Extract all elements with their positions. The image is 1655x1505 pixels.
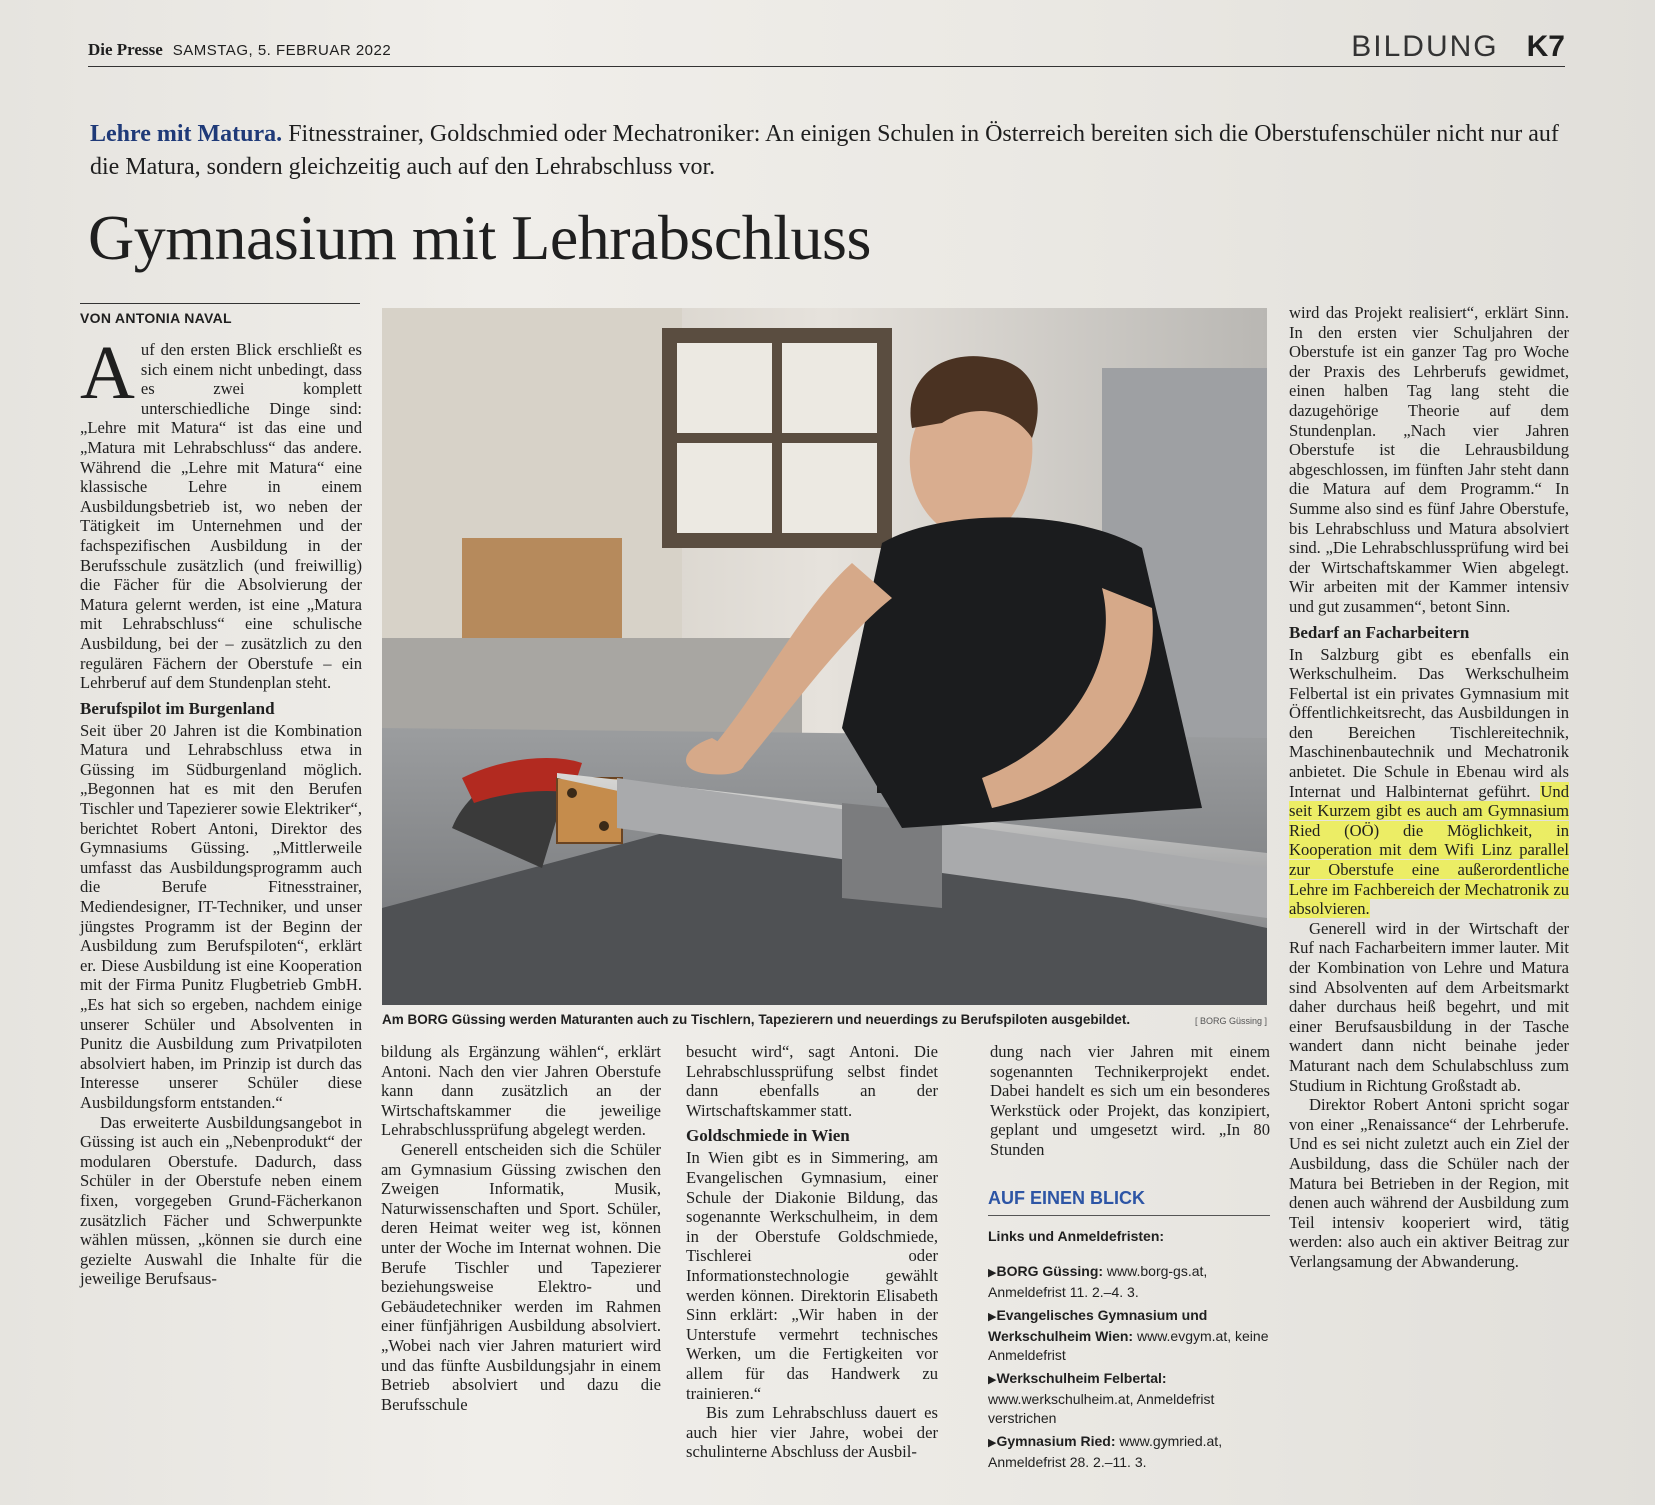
- info-box-item: ▶BORG Güssing: www.borg-gs.at, Anmeldefrist 11. 2.–4. 3.: [988, 1263, 1208, 1300]
- info-box-item: ▶Evangelisches Gymnasium und Werkschulheim Wien: www.evgym.at, keine Anmeldefrist: [988, 1307, 1269, 1363]
- paragraph: Generell entscheiden sich die Schüler am Gymnasium Güssing zwischen den Zweigen Informatik, Musik, Naturwissenschaften und Sport. Schüler, deren Heimat weiter weg ist, können unter der Woche im Internat wohnen. Die Berufe Tischler und Tapezierer beziehungsweise Elektro- und Gebäudetechniker werden im Rahmen einer fünfjährigen Ausbildung absolviert. „Wobei nach vier Jahren maturiert wird und das fünfte Ausbildungsjahr in einem Betrieb absolviert und dazu die Berufsschule: [381, 1139, 661, 1414]
- subheading: Bedarf an Facharbeitern: [1289, 622, 1470, 642]
- paragraph: In Salzburg gibt es ebenfalls ein Werkschulheim. Das Werkschulheim Felbertal ist ein privates Gymnasium mit Öffentlichkeitsrecht, das Ausbildungen in den Bereichen Tischlereitechnik, Maschinenbautechnik und Mechatronik anbietet. Die Schule in Ebenau wird als Internat und Halbinternat geführt.: [1289, 644, 1569, 801]
- intro-paragraph: uf den ersten Blick erschließt es sich einem nicht unbedingt, dass es zwei komplett unterschiedliche Dinge sind: „Lehre mit Matura“ ist das eine und „Matura mit Lehrabschluss“ das andere. Während die „Lehre mit Matura“ eine klassische Lehre in einem Ausbildungsbetrieb ist, wo neben der Tätigkeit im Unternehmen und der fachspezifischen Ausbildung in der Berufsschule zusätzlich (und freiwillig) die Fächer für die Absolvierung der Matura gelernt werden, ist eine „Matura mit Lehrabschluss“ eine schulische Ausbildung, bei der – zusätzlich zu den regulären Fächern der Oberstufe – ein Lehrberuf auf dem Stundenplan steht.: [80, 340, 362, 693]
- subheading: Berufspilot im Burgenland: [80, 698, 275, 718]
- masthead: [88, 28, 1565, 67]
- paragraph: wird das Projekt realisiert“, erklärt Sinn. In den ersten vier Schuljahren der Oberstufe ist ein ganzer Tag pro Woche der Praxis des Lehrberufs gewidmet, einen halben Tag lang steht die dazugehörige Theorie auf dem Stundenplan. „Nach vier Jahren Oberstufe ist die Lehrausbildung abgeschlossen, im fünften Jahr steht dann die Matura auf dem Programm.“ In Summe also sind es fünf Jahre Oberstufe, bis Lehrabschluss und Matura absolviert sind. „Die Lehrabschlussprüfung wird bei der Wirtschaftskammer Wien abgelegt. Wir arbeiten mit der Kammer intensiv und gut zusammen“, betont Sinn.: [1289, 303, 1569, 616]
- photo-credit: [ BORG Güssing ]: [1194, 1016, 1267, 1026]
- highlighted-text: Und seit Kurzem gibt es auch am Gymnasium Ried (OÖ) die Möglichkeit, in Kooperation mit dem Wifi Linz parallel zur Oberstufe eine außerordentliche Lehre im Fachbereich der Mechatronik zu absolvieren.: [1289, 781, 1569, 919]
- section-name: BILDUNG: [1351, 30, 1499, 63]
- paragraph: bildung als Ergänzung wählen“, erklärt Antoni. Nach den vier Jahren Oberstufe kann dann zusätzlich an der Wirtschaftskammer die jeweilige Lehrabschlussprüfung abgelegt werden.: [381, 1042, 661, 1140]
- kicker: [90, 118, 1570, 184]
- article-photo: [382, 308, 1267, 1005]
- kicker-lead: Lehre mit Matura.: [90, 121, 283, 147]
- triangle-bullet-icon: ▶: [988, 1374, 997, 1386]
- kicker-text: Fitnesstrainer, Goldschmied oder Mechatroniker: An einigen Schulen in Österreich bereiten sich die Oberstufenschüler nicht nur auf die Matura, sondern gleichzeitig auch auf den Lehrabschluss vor.: [90, 121, 1559, 180]
- article-column-1: [80, 331, 362, 1480]
- subheading: Goldschmiede in Wien: [686, 1126, 850, 1146]
- newspaper-logo: Die Presse: [88, 40, 163, 59]
- article-column-4: [990, 1042, 1270, 1160]
- triangle-bullet-icon: ▶: [988, 1311, 997, 1323]
- triangle-bullet-icon: ▶: [988, 1267, 997, 1279]
- byline: VON ANTONIA NAVAL: [80, 303, 360, 326]
- workshop-photo-illustration: [382, 308, 1267, 1005]
- paragraph: dung nach vier Jahren mit einem sogenannten Technikerprojekt endet. Dabei handelt es sich um ein besonderes Werkstück oder Projekt, das konzipiert, geplant und umgesetzt wird. „In 80 Stunden: [990, 1042, 1270, 1159]
- info-box-subtitle: Links und Anmeldefristen:: [988, 1228, 1165, 1244]
- paragraph: besucht wird“, sagt Antoni. Die Lehrabschlussprüfung selbst findet dann ebenfalls an der Wirtschaftskammer statt.: [686, 1042, 938, 1120]
- info-box: [988, 1188, 1270, 1476]
- article-column-3: [686, 1042, 938, 1462]
- page-number: K7: [1526, 30, 1565, 63]
- info-box-title: AUF EINEN BLICK: [988, 1188, 1270, 1216]
- article-column-5: [1289, 303, 1569, 1272]
- issue-date: SAMSTAG, 5. FEBRUAR 2022: [172, 42, 392, 59]
- info-box-item: ▶Gymnasium Ried: www.gymried.at, Anmeldefrist 28. 2.–11. 3.: [988, 1433, 1223, 1470]
- paragraph: Direktor Robert Antoni spricht sogar von einer „Renaissance“ der Lehrberufe. Und es sei nicht zuletzt auch ein Ziel der Ausbildung, dass die Schüler nach der Matura bei Betrieben in der Region, mit denen auch während der Ausbildung zum Teil intensiv kooperiert wird, tätig werden: also auch ein aktiver Beitrag zur Verlangsamung der Abwanderung.: [1289, 1095, 1569, 1271]
- paragraph: Bis zum Lehrabschluss dauert es auch hier vier Jahre, wobei der schulinterne Abschluss der Ausbil-: [686, 1403, 938, 1462]
- paragraph: Das erweiterte Ausbildungsangebot in Güssing ist auch ein „Nebenprodukt“ der modularen Oberstufe. Dadurch, dass Schüler in der Oberstufe neben einem fixen, vorgegeben Grund-Fächerkanon zusätzlich Fächer und Schwerpunkte wählen müssen, „können sie durch eine gezielte Auswahl die Inhalte für die jeweilige Berufsaus-: [80, 1112, 362, 1289]
- headline: Gymnasium mit Lehrabschluss: [88, 202, 871, 273]
- drop-cap: A: [80, 331, 135, 415]
- triangle-bullet-icon: ▶: [988, 1437, 997, 1449]
- info-box-item: ▶Werkschulheim Felbertal: www.werkschulheim.at, Anmeldefrist verstrichen: [988, 1370, 1215, 1426]
- photo-caption: [382, 1012, 1267, 1027]
- paragraph: Generell wird in der Wirtschaft der Ruf nach Facharbeitern immer lauter. Mit der Kombination von Lehre und Matura sind Absolventen auf dem Arbeitsmarkt daher durchaus heiß begehrt, und mit einer Berufsausbildung in der Tasche wandert dann nicht beinahe jeder Maturant nach dem Schulabschluss zum Studium in Richtung Großstadt ab.: [1289, 918, 1569, 1095]
- paragraph: In Wien gibt es in Simmering, am Evangelischen Gymnasium, einer Schule der Diakonie Bildung, das sogenannte Werkschulheim, in dem in der Oberstufe Goldschmiede, Tischlerei oder Informationstechnologie gewählt werden können. Direktorin Elisabeth Sinn erklärt: „Wir haben in der Unterstufe vermehrt technisches Werken, um die Fertigkeiten vor allem für das Handwerk zu trainieren.“: [686, 1148, 938, 1403]
- paragraph: Seit über 20 Jahren ist die Kombination Matura und Lehrabschluss etwa in Güssing im Südburgenland möglich. „Begonnen hat es mit den Berufen Tischler und Tapezierer sowie Elektriker“, berichtet Robert Antoni, Direktor des Gymnasiums Güssing. „Mittlerweile umfasst das Ausbildungsprogramm auch die Berufe Fitnesstrainer, Mediendesigner, IT-Techniker, und unser jüngstes Programm ist der Beginn der Ausbildung zum Berufspiloten“, erklärt er. Diese Ausbildung ist eine Kooperation mit der Firma Punitz Flugbetrieb GmbH. „Es hat sich so ergeben, nachdem einige unserer Schüler und Absolventen in Punitz die Ausbildung zum Privatpiloten absolviert haben, im Prinzip ist durch das Interesse unserer Schüler diese Ausbildungsform entstanden.“: [80, 720, 362, 1112]
- caption-text: Am BORG Güssing werden Maturanten auch zu Tischlern, Tapezierern und neuerdings zu Berufspiloten ausgebildet.: [382, 1012, 1131, 1027]
- article-column-2: [381, 1042, 661, 1414]
